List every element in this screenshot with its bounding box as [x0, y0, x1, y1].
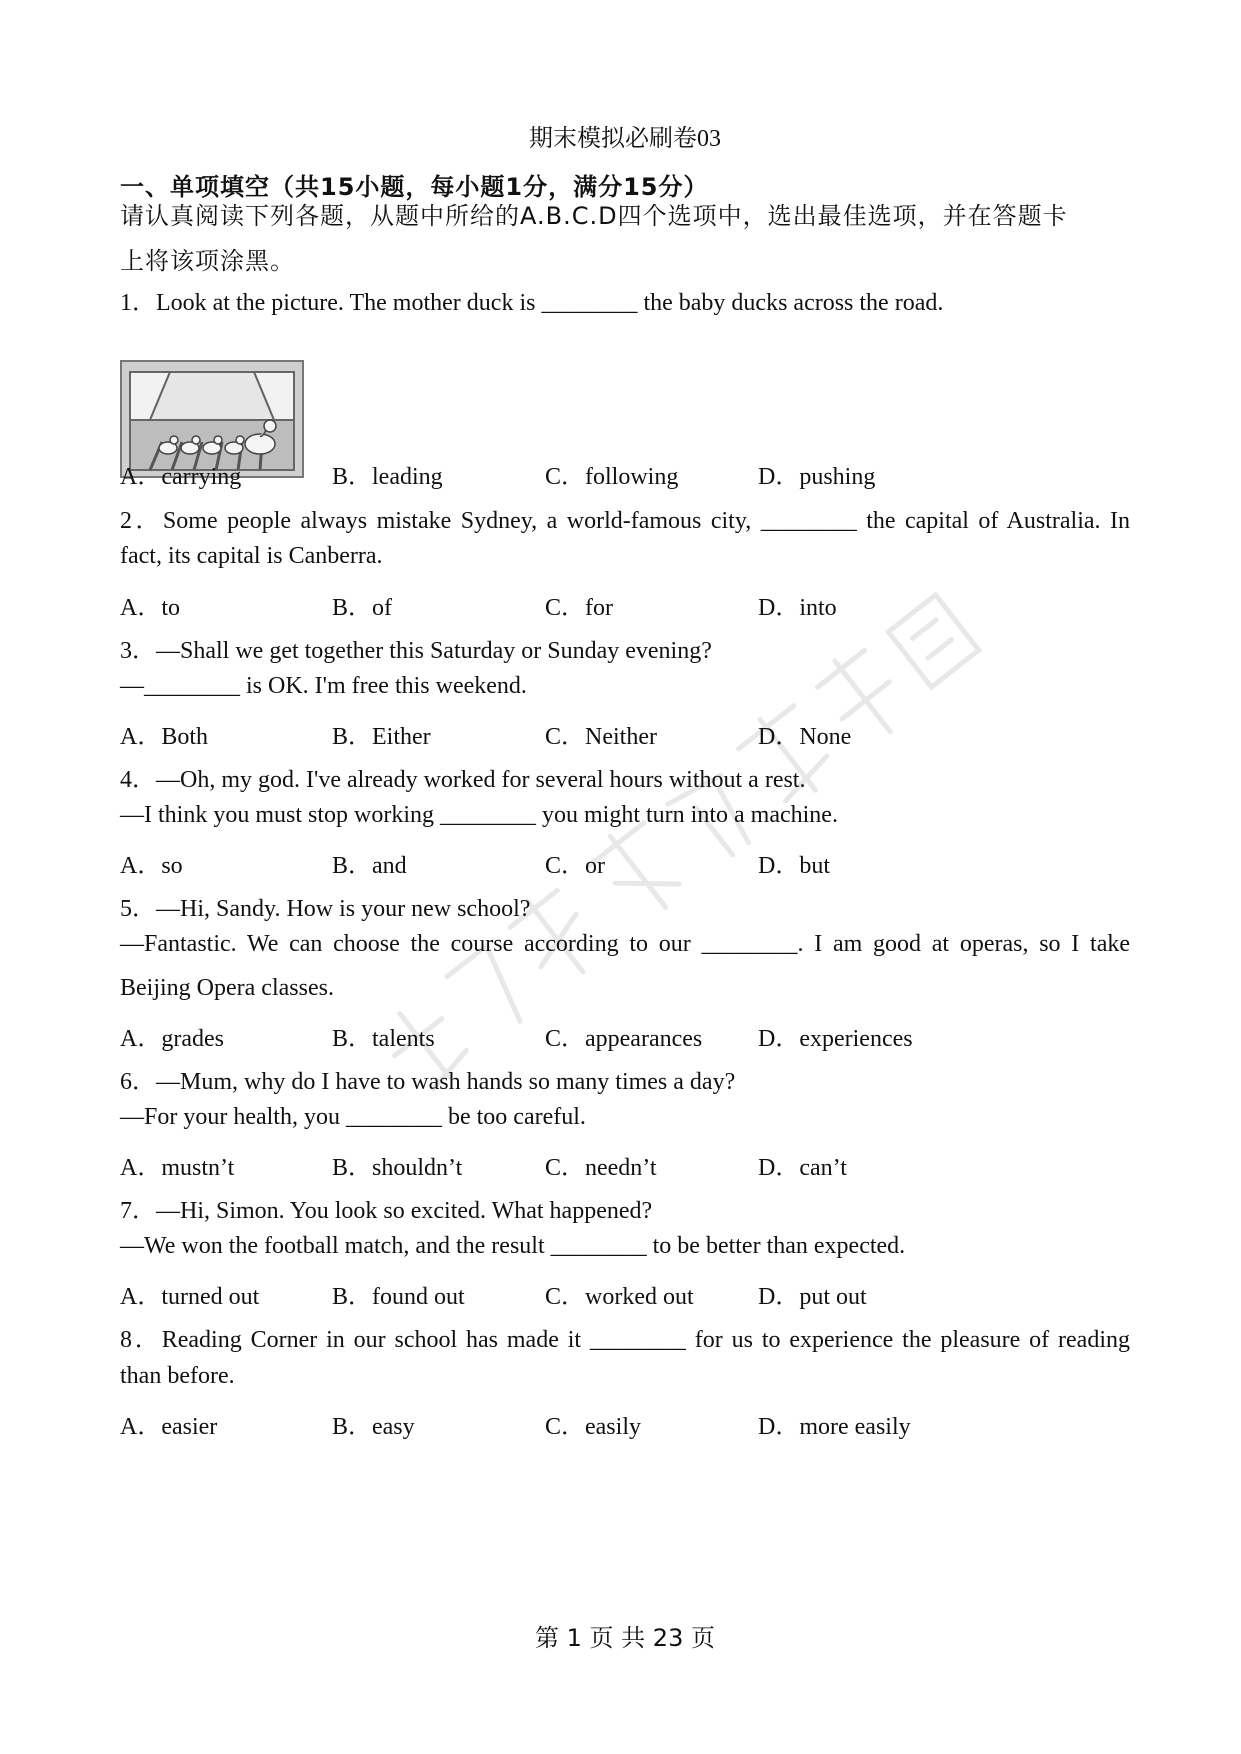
option-d[interactable]: D．experiences: [758, 1026, 913, 1052]
option-a[interactable]: A．easier: [120, 1414, 218, 1440]
option-a[interactable]: A．Both: [120, 724, 209, 750]
option-d[interactable]: D．but: [758, 853, 830, 879]
option-d[interactable]: D．None: [758, 724, 852, 750]
question-5-text-line-3: Beijing Opera classes.: [120, 975, 334, 1001]
option-a[interactable]: A．so: [120, 853, 183, 879]
question-1-text: 1．Look at the picture. The mother duck is ________ the baby ducks across the road.: [120, 290, 944, 316]
option-d[interactable]: D．put out: [758, 1284, 867, 1310]
question-8-text-line-2: than before.: [120, 1363, 235, 1389]
option-b[interactable]: B．found out: [332, 1284, 465, 1310]
option-c[interactable]: C．or: [545, 853, 605, 879]
option-a[interactable]: A．grades: [120, 1026, 224, 1052]
option-c[interactable]: C．needn’t: [545, 1155, 657, 1181]
option-a[interactable]: A．to: [120, 595, 180, 621]
option-b[interactable]: B．leading: [332, 464, 443, 490]
question-5-text-line-2: —Fantastic. We can choose the course according to our ________. I am good at operas, so I take: [120, 931, 1130, 957]
question-5-text-line-1: 5．—Hi, Sandy. How is your new school?: [120, 896, 531, 922]
question-2-text-line-2: fact, its capital is Canberra.: [120, 543, 383, 569]
question-7-text-line-1: 7．—Hi, Simon. You look so excited. What happened?: [120, 1198, 653, 1224]
section-heading: 一、单项填空（共15小题，每小题1分，满分15分）: [120, 173, 709, 201]
page-footer: 第 1 页 共 23 页: [535, 1624, 715, 1652]
option-d[interactable]: D．into: [758, 595, 837, 621]
option-c[interactable]: C．appearances: [545, 1026, 703, 1052]
option-a[interactable]: A．turned out: [120, 1284, 260, 1310]
option-b[interactable]: B．and: [332, 853, 407, 879]
option-d[interactable]: D．can’t: [758, 1155, 847, 1181]
question-8-text-line-1: 8．Reading Corner in our school has made it ________ for us to experience the pleasure of reading: [120, 1327, 1130, 1353]
question-6-text-line-1: 6．—Mum, why do I have to wash hands so many times a day?: [120, 1069, 736, 1095]
option-a[interactable]: A．mustn’t: [120, 1155, 235, 1181]
option-c[interactable]: C．worked out: [545, 1284, 694, 1310]
instruction-line-2: 上将该项涂黑。: [120, 247, 295, 275]
option-b[interactable]: B．of: [332, 595, 392, 621]
option-b[interactable]: B．shouldn’t: [332, 1155, 463, 1181]
question-4-text-line-2: —I think you must stop working ________ you might turn into a machine.: [120, 802, 838, 828]
question-2-text-line-1: 2．Some people always mistake Sydney, a world-famous city, ________ the capital of Australia. In: [120, 508, 1130, 534]
option-c[interactable]: C．Neither: [545, 724, 657, 750]
question-7-text-line-2: —We won the football match, and the result ________ to be better than expected.: [120, 1233, 906, 1259]
exam-title: 期末模拟必刷卷03: [529, 126, 721, 152]
option-c[interactable]: C．easily: [545, 1414, 641, 1440]
option-c[interactable]: C．for: [545, 595, 613, 621]
option-a[interactable]: A．carrying: [120, 464, 242, 490]
instruction-line-1: 请认真阅读下列各题，从题中所给的A.B.C.D四个选项中，选出最佳选项，并在答题卡: [120, 202, 1068, 230]
option-b[interactable]: B．talents: [332, 1026, 435, 1052]
option-b[interactable]: B．easy: [332, 1414, 415, 1440]
option-b[interactable]: B．Either: [332, 724, 431, 750]
option-c[interactable]: C．following: [545, 464, 679, 490]
option-d[interactable]: D．pushing: [758, 464, 876, 490]
question-3-text-line-1: 3．—Shall we get together this Saturday or Sunday evening?: [120, 638, 712, 664]
option-d[interactable]: D．more easily: [758, 1414, 911, 1440]
question-6-text-line-2: —For your health, you ________ be too careful.: [120, 1104, 586, 1130]
question-3-text-line-2: —________ is OK. I'm free this weekend.: [120, 673, 527, 699]
question-4-text-line-1: 4．—Oh, my god. I've already worked for several hours without a rest.: [120, 767, 806, 793]
